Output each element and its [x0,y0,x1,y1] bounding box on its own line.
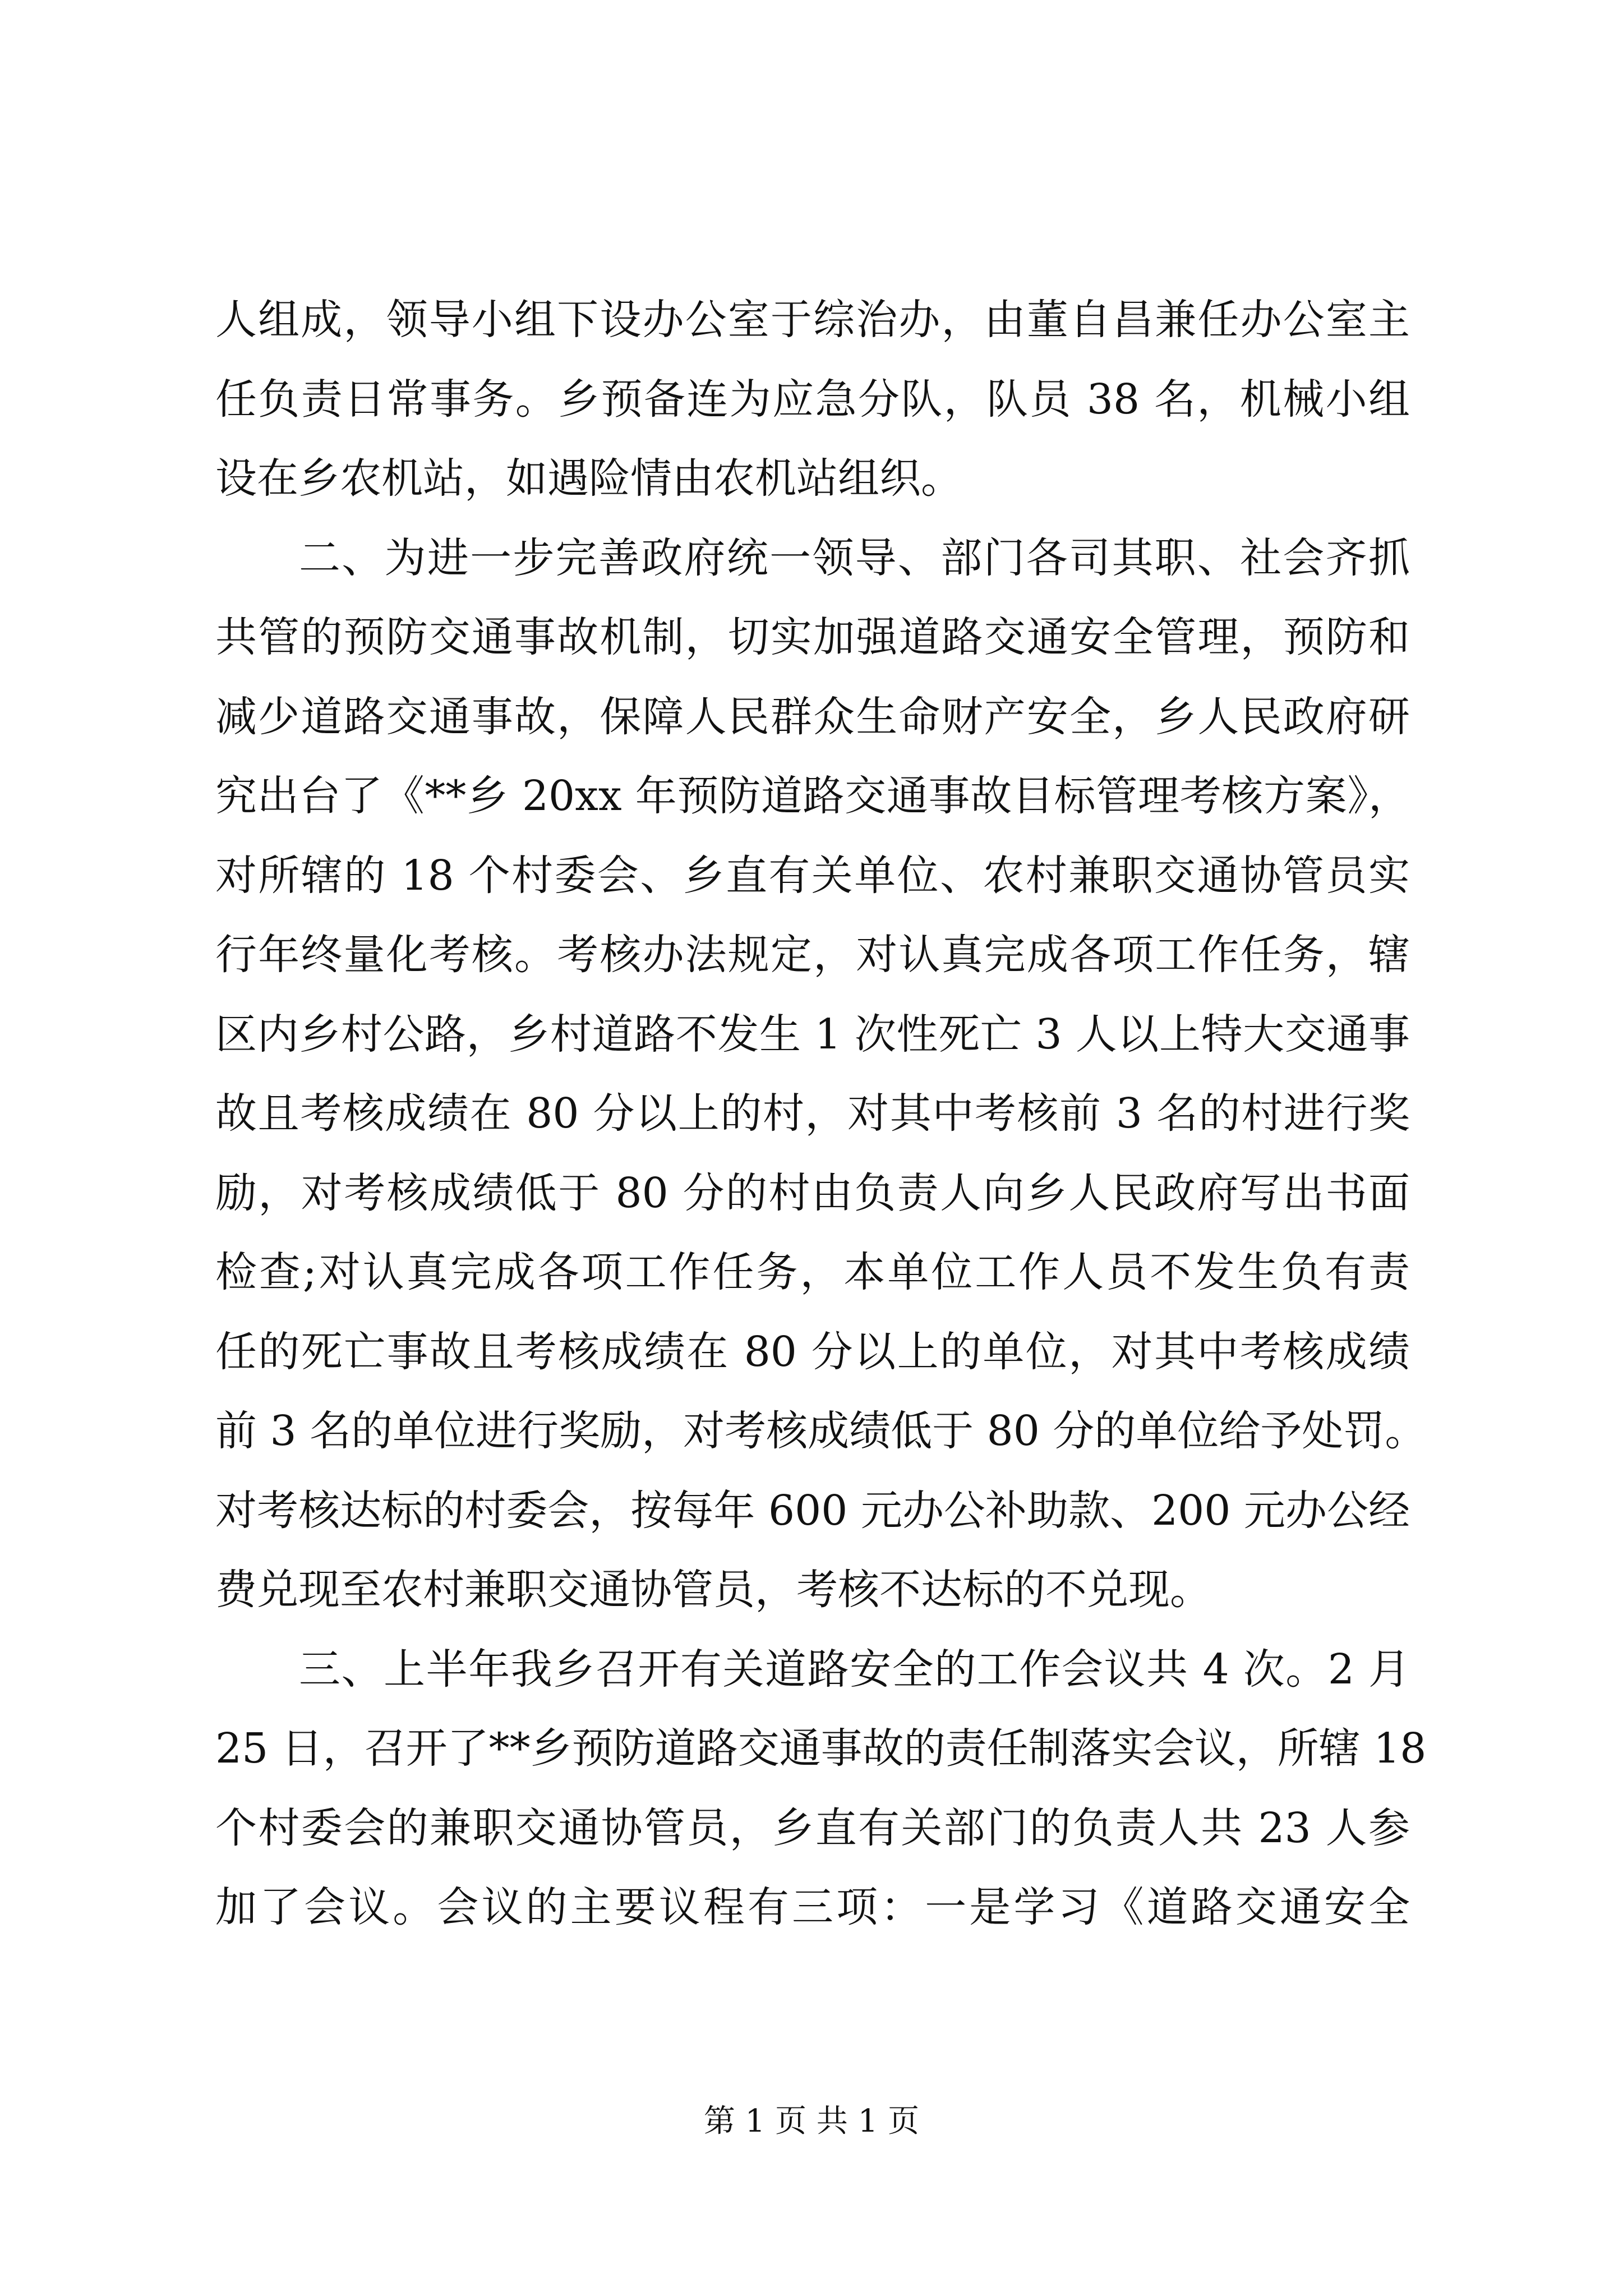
text-line: 减少道路交通事故，保障人民群众生命财产安全，乡人民政府研 [215,692,1410,741]
text-line: 对所辖的 18 个村委会、乡直有关单位、农村兼职交通协管员实 [215,851,1410,900]
text-line: 人组成，领导小组下设办公室于综治办，由董自昌兼任办公室主 [215,296,1410,344]
text-line: 行年终量化考核。考核办法规定，对认真完成各项工作任务，辖 [215,931,1410,979]
text-line: 共管的预防交通事故机制，切实加强道路交通安全管理，预防和 [215,613,1410,661]
text-line: 任负责日常事务。乡预备连为应急分队，队员 38 名，机械小组 [215,375,1410,424]
text-line: 任的死亡事故且考核成绩在 80 分以上的单位，对其中考核成绩 [215,1327,1410,1376]
page-footer: 第 1 页 共 1 页 [703,2103,920,2139]
text-line: 区内乡村公路，乡村道路不发生 1 次性死亡 3 人以上特大交通事 [215,1010,1410,1059]
text-line: 究出台了《**乡 20xx 年预防道路交通事故目标管理考核方案》， [215,772,1410,820]
text-line: 前 3 名的单位进行奖励，对考核成绩低于 80 分的单位给予处罚。 [215,1407,1427,1455]
text-line: 检查;对认真完成各项工作任务，本单位工作人员不发生负有责 [215,1248,1410,1296]
text-line: 加了会议。会议的主要议程有三项：一是学习《道路交通安全 [215,1883,1410,1931]
text-line: 对考核达标的村委会，按每年 600 元办公补助款、200 元办公经 [215,1486,1410,1535]
text-line: 三、上半年我乡召开有关道路安全的工作会议共 4 次。2 月 [299,1645,1410,1694]
text-line: 个村委会的兼职交通协管员，乡直有关部门的负责人共 23 人参 [215,1803,1410,1852]
text-line: 25 日，召开了**乡预防道路交通事故的责任制落实会议，所辖 18 [215,1724,1427,1773]
text-line: 二、为进一步完善政府统一领导、部门各司其职、社会齐抓 [299,533,1410,582]
text-line: 故且考核成绩在 80 分以上的村，对其中考核前 3 名的村进行奖 [215,1089,1410,1138]
document-body [215,280,1427,1948]
text-line: 设在乡农机站，如遇险情由农机站组织。 [215,454,962,503]
text-line: 励，对考核成绩低于 80 分的村由负责人向乡人民政府写出书面 [215,1168,1410,1217]
text-line: 费兑现至农村兼职交通协管员，考核不达标的不兑现。 [215,1566,1211,1614]
